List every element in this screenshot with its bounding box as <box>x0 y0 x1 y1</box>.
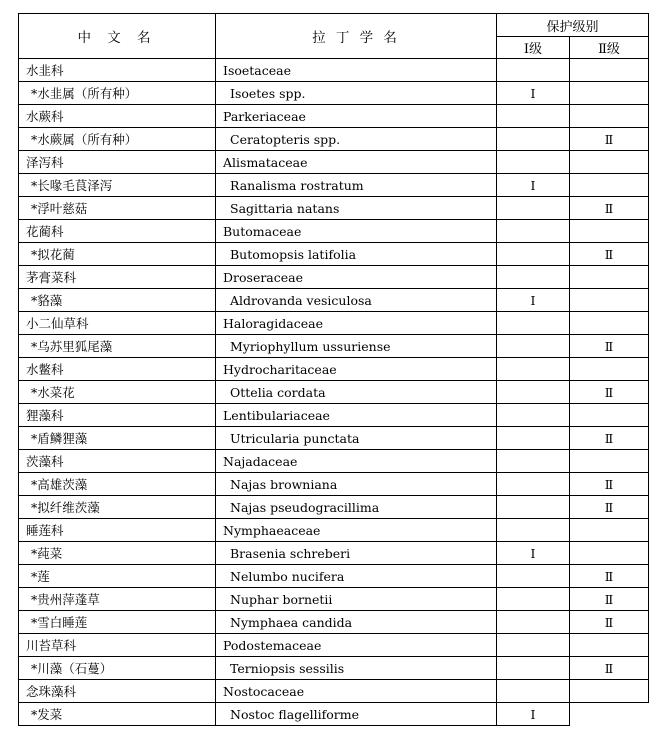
level-1-cell <box>497 404 570 427</box>
chinese-name-cell: 水鳖科 <box>19 358 216 381</box>
chinese-name-cell: 水蕨科 <box>19 105 216 128</box>
chinese-name-cell: *水韭属（所有种） <box>19 82 216 105</box>
level-2-cell: Ⅱ <box>570 128 649 151</box>
level-2-cell <box>570 174 649 197</box>
chinese-name-cell: 泽泻科 <box>19 151 216 174</box>
chinese-name-cell: *雪白睡莲 <box>19 611 216 634</box>
species-row <box>19 82 649 105</box>
level-1-cell <box>497 266 570 289</box>
chinese-name-cell: *盾鳞狸藻 <box>19 427 216 450</box>
level-1-cell <box>497 473 570 496</box>
level-1-cell <box>497 128 570 151</box>
table-header <box>19 14 649 59</box>
level-1-cell <box>497 634 570 657</box>
chinese-name-cell: *浮叶慈菇 <box>19 197 216 220</box>
level-1-cell: Ⅰ <box>497 289 570 312</box>
level-2-cell <box>570 358 649 381</box>
table-body <box>19 59 649 726</box>
level-1-cell <box>497 611 570 634</box>
level-2-cell <box>570 105 649 128</box>
chinese-name-cell: 川苔草科 <box>19 634 216 657</box>
chinese-name-cell: 茅膏菜科 <box>19 266 216 289</box>
chinese-name-cell: 茨藻科 <box>19 450 216 473</box>
family-row <box>19 312 649 335</box>
level-1-cell <box>497 358 570 381</box>
header-level-2: Ⅱ级 <box>570 37 649 59</box>
chinese-name-cell: 小二仙草科 <box>19 312 216 335</box>
latin-name-cell: Utricularia punctata <box>216 427 497 450</box>
latin-name-cell: Nymphaeaceae <box>216 519 497 542</box>
species-row <box>19 611 649 634</box>
species-row <box>19 542 649 565</box>
level-1-cell <box>497 335 570 358</box>
level-1-cell: Ⅰ <box>497 703 570 726</box>
level-2-cell: Ⅱ <box>570 473 649 496</box>
level-2-cell <box>570 312 649 335</box>
family-row <box>19 404 649 427</box>
latin-name-cell: Butomopsis latifolia <box>216 243 497 266</box>
family-row <box>19 151 649 174</box>
level-1-cell <box>497 105 570 128</box>
latin-name-cell: Najas browniana <box>216 473 497 496</box>
chinese-name-cell: *水蕨属（所有种） <box>19 128 216 151</box>
level-1-cell <box>497 588 570 611</box>
species-row <box>19 703 649 726</box>
header-protection-level: 保护级别 <box>497 14 649 37</box>
latin-name-cell: Nymphaea candida <box>216 611 497 634</box>
level-2-cell: Ⅱ <box>570 381 649 404</box>
latin-name-cell: Terniopsis sessilis <box>216 657 497 680</box>
latin-name-cell: Nostoc flagelliforme <box>216 703 497 726</box>
level-2-cell: Ⅱ <box>570 496 649 519</box>
level-2-cell <box>570 59 649 82</box>
level-2-cell <box>570 266 649 289</box>
family-row <box>19 634 649 657</box>
level-1-cell <box>497 381 570 404</box>
protected-species-table <box>18 13 649 726</box>
level-1-cell <box>497 197 570 220</box>
level-2-cell <box>570 680 649 703</box>
header-latin-name: 拉 丁 学 名 <box>216 14 497 59</box>
header-level-1: Ⅰ级 <box>497 37 570 59</box>
chinese-name-cell: *拟纤维茨藻 <box>19 496 216 519</box>
latin-name-cell: Ottelia cordata <box>216 381 497 404</box>
level-2-cell <box>570 450 649 473</box>
chinese-name-cell: *水菜花 <box>19 381 216 404</box>
level-2-cell: Ⅱ <box>570 588 649 611</box>
chinese-name-cell: *貉藻 <box>19 289 216 312</box>
level-2-cell <box>570 404 649 427</box>
family-row <box>19 680 649 703</box>
level-1-cell: Ⅰ <box>497 542 570 565</box>
level-1-cell <box>497 243 570 266</box>
chinese-name-cell: 狸藻科 <box>19 404 216 427</box>
level-2-cell: Ⅱ <box>570 565 649 588</box>
latin-name-cell: Butomaceae <box>216 220 497 243</box>
level-2-cell <box>570 289 649 312</box>
latin-name-cell: Podostemaceae <box>216 634 497 657</box>
chinese-name-cell: *莼菜 <box>19 542 216 565</box>
latin-name-cell: Lentibulariaceae <box>216 404 497 427</box>
level-1-cell <box>497 59 570 82</box>
chinese-name-cell: *川藻（石蔓） <box>19 657 216 680</box>
species-row <box>19 128 649 151</box>
level-2-cell <box>570 519 649 542</box>
latin-name-cell: Najadaceae <box>216 450 497 473</box>
family-row <box>19 59 649 82</box>
latin-name-cell: Aldrovanda vesiculosa <box>216 289 497 312</box>
latin-name-cell: Isoetaceae <box>216 59 497 82</box>
level-2-cell: Ⅱ <box>570 197 649 220</box>
latin-name-cell: Ranalisma rostratum <box>216 174 497 197</box>
chinese-name-cell: *莲 <box>19 565 216 588</box>
species-row <box>19 289 649 312</box>
latin-name-cell: Brasenia schreberi <box>216 542 497 565</box>
latin-name-cell: Najas pseudogracillima <box>216 496 497 519</box>
family-row <box>19 266 649 289</box>
species-row <box>19 657 649 680</box>
latin-name-cell: Nelumbo nucifera <box>216 565 497 588</box>
chinese-name-cell: 花蔺科 <box>19 220 216 243</box>
level-1-cell: Ⅰ <box>497 174 570 197</box>
level-1-cell <box>497 519 570 542</box>
family-row <box>19 220 649 243</box>
latin-name-cell: Droseraceae <box>216 266 497 289</box>
chinese-name-cell: 水韭科 <box>19 59 216 82</box>
level-2-cell: Ⅱ <box>570 243 649 266</box>
level-2-cell: Ⅱ <box>570 657 649 680</box>
family-row <box>19 450 649 473</box>
chinese-name-cell: *高雄茨藻 <box>19 473 216 496</box>
level-1-cell <box>497 427 570 450</box>
level-2-cell: Ⅱ <box>570 427 649 450</box>
family-row <box>19 358 649 381</box>
family-row <box>19 105 649 128</box>
level-2-cell <box>570 634 649 657</box>
chinese-name-cell: *长喙毛茛泽泻 <box>19 174 216 197</box>
species-row <box>19 565 649 588</box>
species-row <box>19 335 649 358</box>
latin-name-cell: Alismataceae <box>216 151 497 174</box>
level-1-cell <box>497 450 570 473</box>
latin-name-cell: Sagittaria natans <box>216 197 497 220</box>
level-2-cell <box>570 220 649 243</box>
chinese-name-cell: *乌苏里狐尾藻 <box>19 335 216 358</box>
species-row <box>19 174 649 197</box>
chinese-name-cell: 睡莲科 <box>19 519 216 542</box>
level-1-cell <box>497 496 570 519</box>
latin-name-cell: Haloragidaceae <box>216 312 497 335</box>
level-2-cell <box>570 151 649 174</box>
level-1-cell <box>497 680 570 703</box>
family-row <box>19 519 649 542</box>
level-1-cell: Ⅰ <box>497 82 570 105</box>
latin-name-cell: Nostocaceae <box>216 680 497 703</box>
latin-name-cell: Ceratopteris spp. <box>216 128 497 151</box>
level-1-cell <box>497 151 570 174</box>
level-2-cell: Ⅱ <box>570 335 649 358</box>
species-row <box>19 473 649 496</box>
species-row <box>19 197 649 220</box>
chinese-name-cell: *发菜 <box>19 703 216 726</box>
latin-name-cell: Hydrocharitaceae <box>216 358 497 381</box>
species-row <box>19 381 649 404</box>
header-chinese-name: 中 文 名 <box>19 14 216 59</box>
level-2-cell <box>570 82 649 105</box>
species-row <box>19 496 649 519</box>
chinese-name-cell: 念珠藻科 <box>19 680 216 703</box>
species-row <box>19 588 649 611</box>
level-2-cell: Ⅱ <box>570 611 649 634</box>
latin-name-cell: Parkeriaceae <box>216 105 497 128</box>
level-2-cell <box>570 542 649 565</box>
chinese-name-cell: *贵州萍蓬草 <box>19 588 216 611</box>
species-row <box>19 427 649 450</box>
latin-name-cell: Myriophyllum ussuriense <box>216 335 497 358</box>
species-row <box>19 243 649 266</box>
level-1-cell <box>497 220 570 243</box>
level-1-cell <box>497 565 570 588</box>
level-1-cell <box>497 657 570 680</box>
level-2-cell <box>570 703 649 726</box>
chinese-name-cell: *拟花蔺 <box>19 243 216 266</box>
latin-name-cell: Isoetes spp. <box>216 82 497 105</box>
latin-name-cell: Nuphar bornetii <box>216 588 497 611</box>
level-1-cell <box>497 312 570 335</box>
